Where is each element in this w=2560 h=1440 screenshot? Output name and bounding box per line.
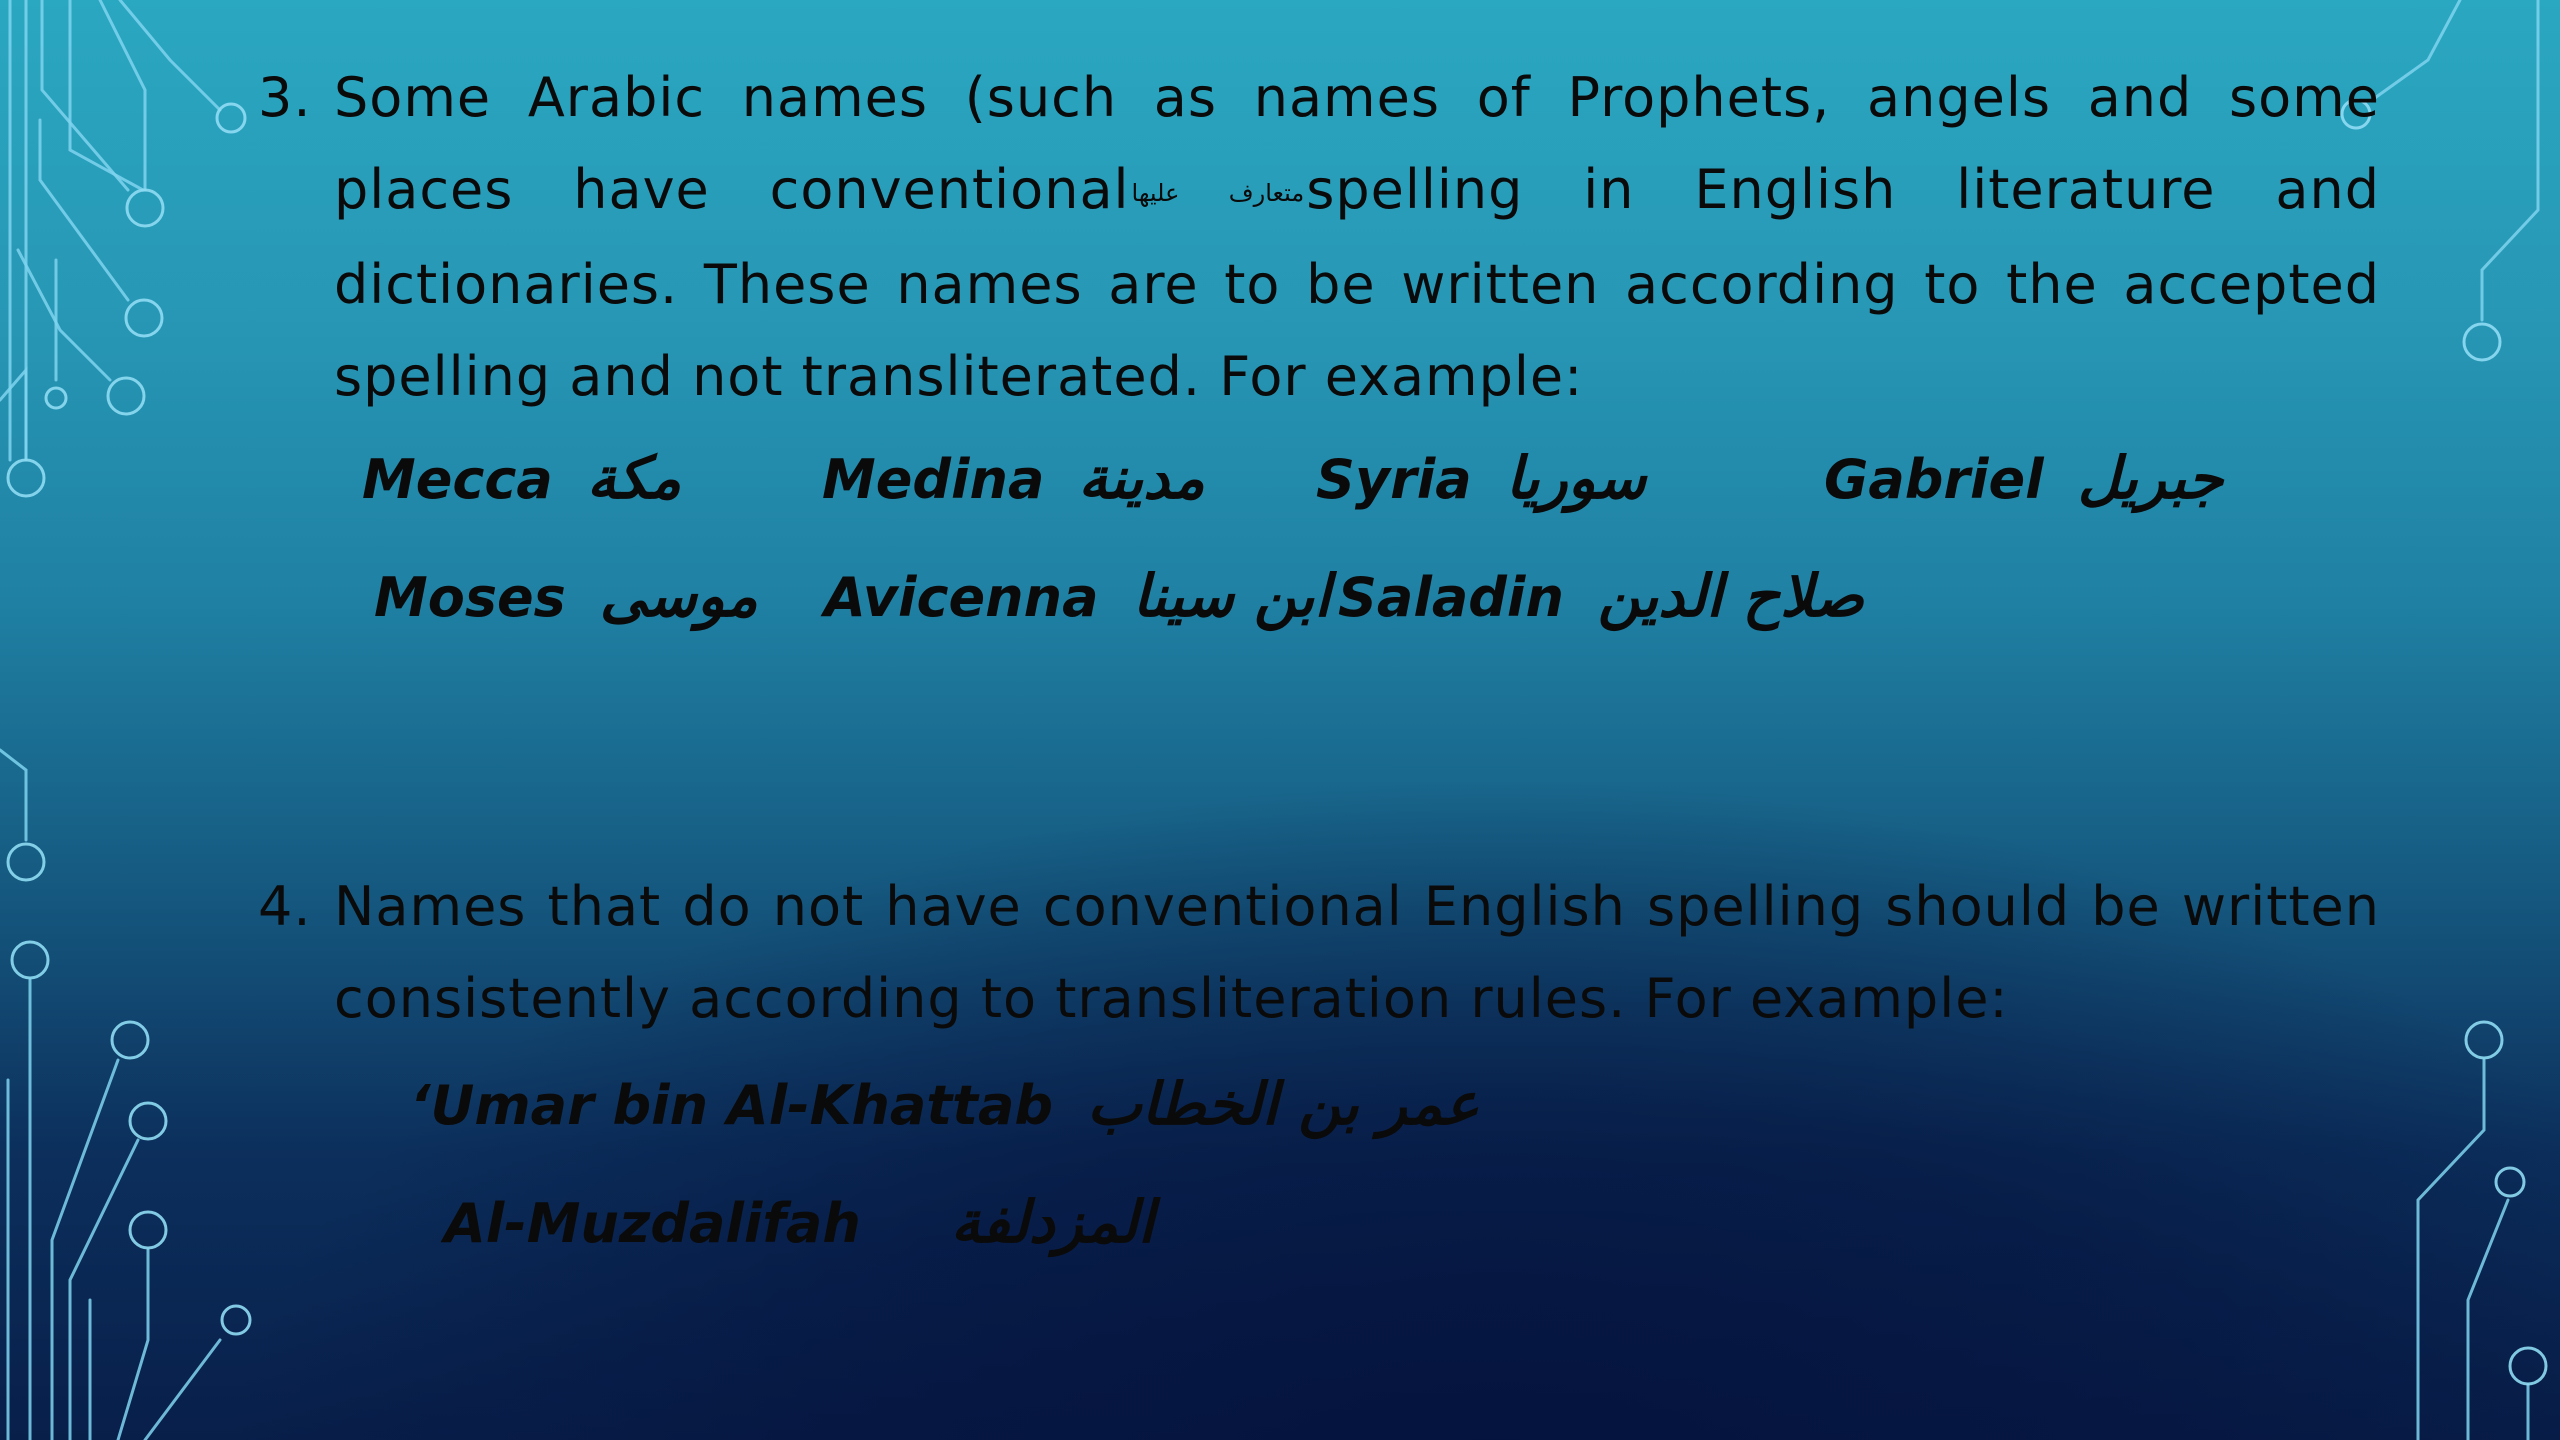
example-pair <box>444 1187 1154 1259</box>
example-pair <box>374 561 758 633</box>
example-english: Medina <box>822 448 1045 512</box>
example-arabic: مكة <box>586 444 682 513</box>
circuit-decoration-left <box>0 0 300 1440</box>
example-pair <box>824 561 1330 633</box>
example-arabic: موسى <box>599 562 758 631</box>
example-arabic: جبريل <box>2077 444 2224 513</box>
example-english: Avicenna <box>824 566 1099 630</box>
example-english: Mecca <box>362 448 553 512</box>
example-arabic: عمر بن الخطاب <box>1087 1070 1479 1139</box>
paragraph-text-before: Some Arabic names (such as names of Prophets, angels and some places have conventional <box>334 66 2380 221</box>
list-item-4 <box>258 861 2380 1045</box>
example-english: ‘Umar bin Al-Khattab <box>410 1074 1054 1138</box>
example-arabic: صلاح الدين <box>1597 562 1864 631</box>
example-pair <box>1316 443 1646 515</box>
example-arabic: المزدلفة <box>950 1188 1155 1257</box>
item-number: 4. <box>258 875 312 939</box>
inline-arabic-term: متعارف عليها <box>1131 179 1305 208</box>
example-arabic: ابن سينا <box>1132 562 1331 631</box>
item-number: 3. <box>258 66 312 129</box>
list-item-3 <box>258 52 2380 423</box>
examples-group-conventional <box>258 423 2380 663</box>
example-pair <box>410 1069 1479 1141</box>
example-english: Al-Muzdalifah <box>444 1192 861 1256</box>
example-pair <box>1824 443 2223 515</box>
example-arabic: سوريا <box>1505 444 1647 513</box>
paragraph-text-after: spelling in English literature and dictionaries. These names are to be written according to the accepted spelling and not transliterated. For example: <box>334 158 2380 409</box>
example-pair <box>1338 561 1864 633</box>
example-english: Moses <box>374 566 566 630</box>
item-paragraph: Names that do not have conventional English spelling should be written consistently according to transliteration rules. For example: <box>334 875 2380 1031</box>
example-english: Gabriel <box>1824 448 2044 512</box>
example-pair <box>362 443 681 515</box>
example-english: Saladin <box>1338 566 1564 630</box>
example-arabic: مدينة <box>1078 444 1205 513</box>
example-pair <box>822 443 1205 515</box>
examples-group-transliterated <box>258 1045 2380 1305</box>
example-english: Syria <box>1316 448 1472 512</box>
item-paragraph <box>334 52 2380 423</box>
slide-content <box>258 52 2380 1305</box>
